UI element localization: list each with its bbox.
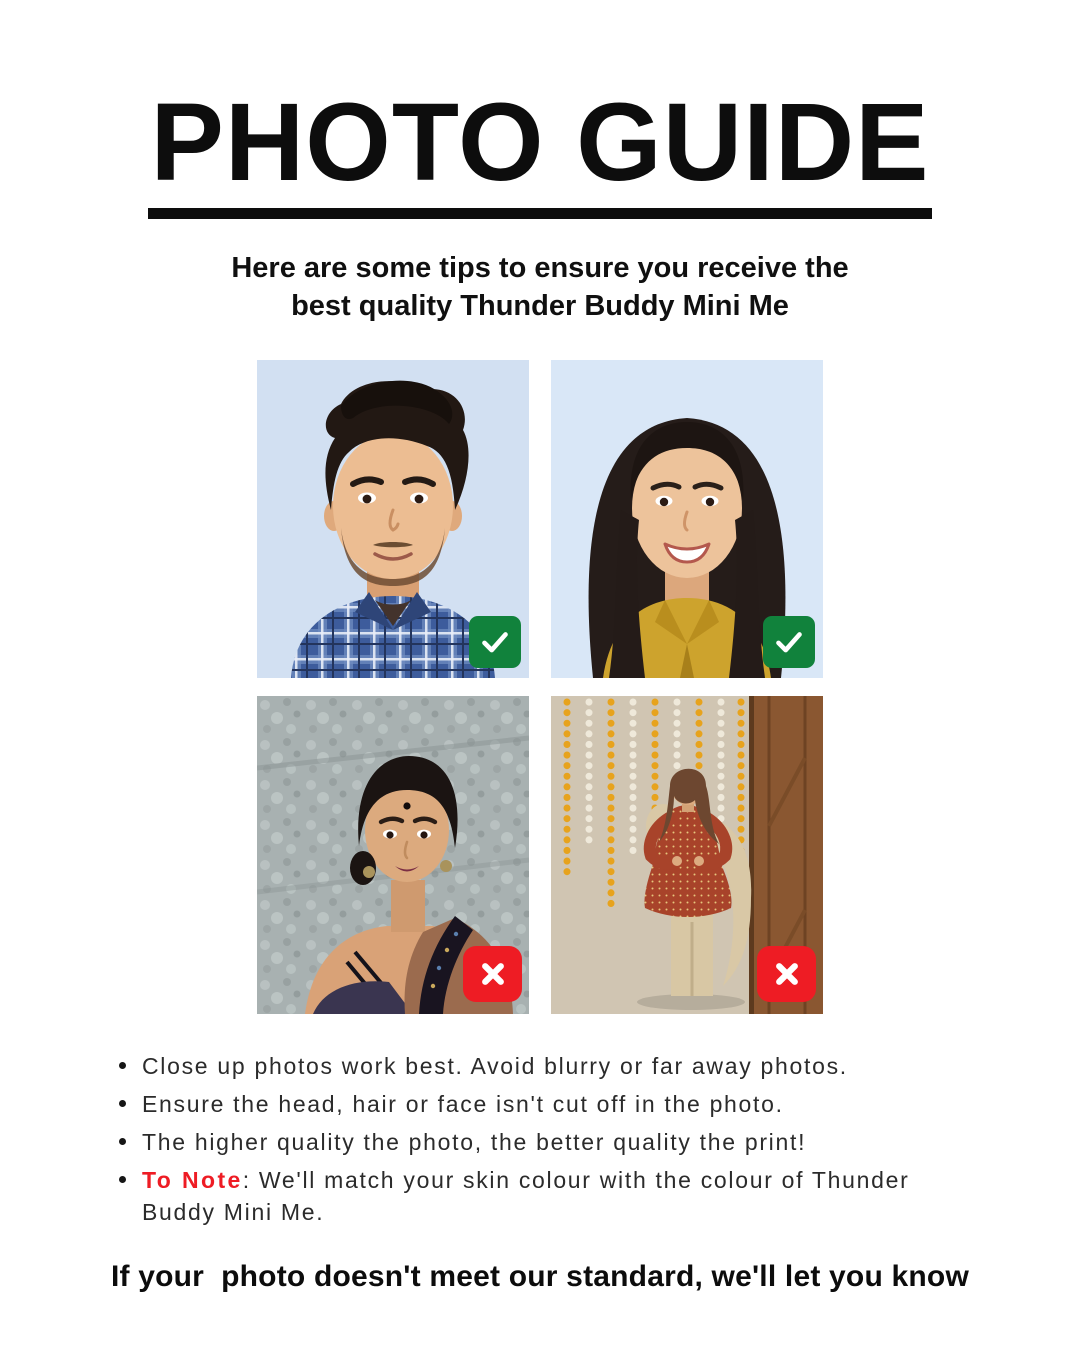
tip-text: Close up photos work best. Avoid blurry or far away photos. — [142, 1052, 848, 1079]
example-photo-approved-man — [257, 360, 529, 678]
tip-item-note — [112, 1164, 968, 1228]
tip-item — [112, 1088, 968, 1120]
footer-note: If your photo doesn't meet our standard, we'll let you know — [110, 1260, 969, 1294]
example-photo-grid — [257, 360, 823, 1014]
tip-text: Ensure the head, hair or face isn't cut off in the photo. — [142, 1090, 784, 1117]
x-icon — [476, 957, 510, 991]
tip-note-label: To Note — [142, 1167, 243, 1194]
subtitle-line-1: Here are some tips to ensure you receive the — [231, 252, 849, 284]
example-photo-rejected-saree — [257, 696, 529, 1014]
approved-badge — [469, 616, 521, 668]
example-photo-approved-woman — [551, 360, 823, 678]
tip-item — [112, 1050, 968, 1082]
check-icon — [771, 624, 807, 660]
approved-badge — [763, 616, 815, 668]
tip-text: The higher quality the photo, the better quality the print! — [142, 1128, 807, 1155]
page-subtitle — [0, 249, 1080, 326]
rejected-badge — [757, 946, 816, 1002]
page-title: PHOTO GUIDE — [148, 88, 931, 219]
check-icon — [477, 624, 513, 660]
example-photo-rejected-faraway — [551, 696, 823, 1014]
tip-item — [112, 1126, 968, 1158]
tip-text: : We'll match your skin colour with the colour of Thunder Buddy Mini Me. — [142, 1167, 910, 1226]
rejected-badge — [463, 946, 522, 1002]
subtitle-line-2: best quality Thunder Buddy Mini Me — [291, 290, 789, 323]
tips-list — [112, 1050, 968, 1229]
x-icon — [770, 957, 804, 991]
